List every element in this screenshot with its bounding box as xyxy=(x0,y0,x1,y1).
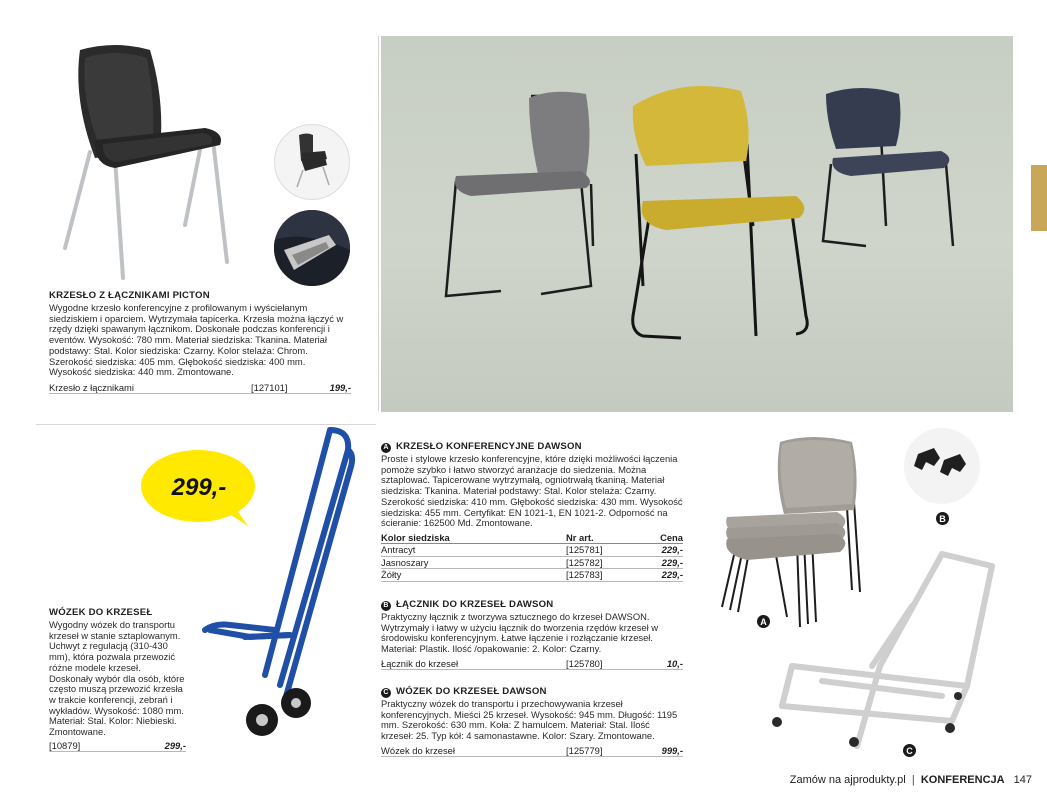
cart-item-name: Wózek do krzeseł xyxy=(381,744,455,756)
link-item-name: Łącznik do krzeseł xyxy=(381,657,459,669)
picton-item-art: [127101] xyxy=(251,381,288,393)
dawson-link-section xyxy=(381,599,686,670)
cart-item-art: [125779] xyxy=(566,744,603,756)
row-color: Żółty xyxy=(381,569,402,581)
price-badge-text: 299,- xyxy=(171,474,227,501)
link-item-art: [125780] xyxy=(566,657,603,669)
marker-a-icon: A xyxy=(381,443,391,453)
marker-c-icon: C xyxy=(381,688,391,698)
image-marker-b: B xyxy=(936,512,949,525)
row-color: Antracyt xyxy=(381,544,416,556)
image-marker-c: C xyxy=(903,744,916,757)
wozek-item-art: [10879] xyxy=(49,739,81,751)
row-price: 229,- xyxy=(661,556,683,568)
dawson-chair-title: KRZESŁO KONFERENCYJNE DAWSON xyxy=(396,441,582,452)
dawson-chair-section xyxy=(381,441,686,582)
cart-item-price: 999,- xyxy=(661,744,683,756)
dawson-grey-cart-image xyxy=(762,546,1007,756)
dawson-cart-section xyxy=(381,686,686,757)
dawson-cart-price-row xyxy=(381,745,683,758)
image-marker-a: A xyxy=(757,615,770,628)
picton-stack-thumbnail xyxy=(274,124,350,200)
column-divider xyxy=(378,36,379,411)
row-art: [125783] xyxy=(566,569,603,581)
picton-title: KRZESŁO Z ŁĄCZNIKAMI PICTON xyxy=(49,290,210,301)
picton-chair-image xyxy=(55,40,245,285)
wozek-description: Wygodny wózek do transportu krzeseł w stanie sztaplowanym. Uchwyt z regulacją (310-430 mm), która pozwala przewozić różne modele krzeseł. Doskonały wybór dla osób, które często muszą przewozić krzesła w trakcie konferencji, zebrań i wykładów. Wysokość: 1080 mm. Materiał: Stal. Kolor: Niebieski. Zmontowane. xyxy=(49,619,185,738)
picton-item-price: 199,- xyxy=(329,381,351,393)
header-color: Kolor siedziska xyxy=(381,531,450,543)
dawson-link-title: ŁĄCZNIK DO KRZESEŁ DAWSON xyxy=(396,599,554,610)
dawson-table-header xyxy=(381,532,683,545)
header-art: Nr art. xyxy=(566,531,594,543)
picton-price-row xyxy=(49,382,351,395)
dawson-chairs-photo xyxy=(381,36,1013,412)
table-row xyxy=(381,544,683,557)
row-art: [125781] xyxy=(566,544,603,556)
row-price: 229,- xyxy=(661,569,683,581)
row-art: [125782] xyxy=(566,556,603,568)
dawson-link-price-row xyxy=(381,658,683,671)
dawson-cart-title: WÓZEK DO KRZESEŁ DAWSON xyxy=(396,686,547,697)
footer-site[interactable]: Zamów na ajprodukty.pl xyxy=(789,774,906,786)
dawson-connector-thumbnail xyxy=(904,428,980,504)
page-footer: Zamów na ajprodukty.pl | KONFERENCJA 147 xyxy=(789,774,1032,786)
row-price: 229,- xyxy=(661,544,683,556)
marker-b-icon: B xyxy=(381,601,391,611)
footer-section: KONFERENCJA xyxy=(920,774,1005,786)
section-tab xyxy=(1031,165,1047,231)
row-color: Jasnoszary xyxy=(381,556,429,568)
picton-description: Wygodne krzesło konferencyjne z profilowanym i wyściełanym siedziskiem i oparciem. Wytrzymała tapicerka. Krzesła można łączyć w rzędy dzięki spawanym łącznikom. Doskonałe podczas konferencji i eventów. Wysokość: 780 mm. Materiał siedziska: Tkanina. Materiał podstawy: Stal. Kolor siedziska: Czarny. Kolor stelaża: Chrom. Szerokość siedziska: 405 mm. Głębokość siedziska: 400 mm. Wysokość siedziska: 440 mm. Zmontowane. xyxy=(49,302,344,378)
page-number: 147 xyxy=(1013,774,1032,786)
dawson-link-description: Praktyczny łącznik z tworzywa sztucznego do krzeseł DAWSON. Wytrzymały i łatwy w użyciu łącznik do tworzenia rzędów krzeseł w środowisku konferencyjnym. Łatwe łączenie i rozłączanie krzeseł. Materiał: Plastik. Ilość /opakowanie: 2. Kolor: Czarny. xyxy=(381,611,659,655)
picton-connector-thumbnail xyxy=(274,210,350,286)
picton-item-name: Krzesło z łącznikami xyxy=(49,381,134,393)
table-row xyxy=(381,557,683,570)
wozek-title: WÓZEK DO KRZESEŁ xyxy=(49,607,153,618)
header-price: Cena xyxy=(660,531,683,543)
link-item-price: 10,- xyxy=(666,657,683,669)
dawson-chair-description: Proste i stylowe krzesło konferencyjne, które dzięki możliwości łączenia pomoże szybko i łatwo stworzyć aranżacje do siedzenia. Można sztaplować. Tapicerowane wytrzymałą, ogniotrwałą tkaniną. Materiał siedziska: Tkanina. Materiał podstawy: Stal. Kolor stelaża: Czarny. Szerokość siedziska: 410 mm. Głębokość siedziska: 430 mm. Wysokość siedziska: 455 mm. Certyfikat: EN 1021-1, EN 1021-2. Odporność na ścieranie: 162500 Md. Zmontowane. xyxy=(381,453,683,529)
wozek-item-price: 299,- xyxy=(164,739,186,751)
wozek-price-row xyxy=(49,740,186,753)
dawson-cart-description: Praktyczny wózek do transportu i przechowywania krzeseł konferencyjnych. Mieści 25 krzeseł. Wysokość: 945 mm. Długość: 1195 mm. Szerokość: 630 mm. Koła: Z hamulcem. Materiał: Stal. Ilość krzeseł: 25. Typ kół: 4 samonastawne. Kolor: Szary. Zmontowane. xyxy=(381,698,678,742)
table-row xyxy=(381,569,683,582)
price-badge xyxy=(140,448,258,528)
